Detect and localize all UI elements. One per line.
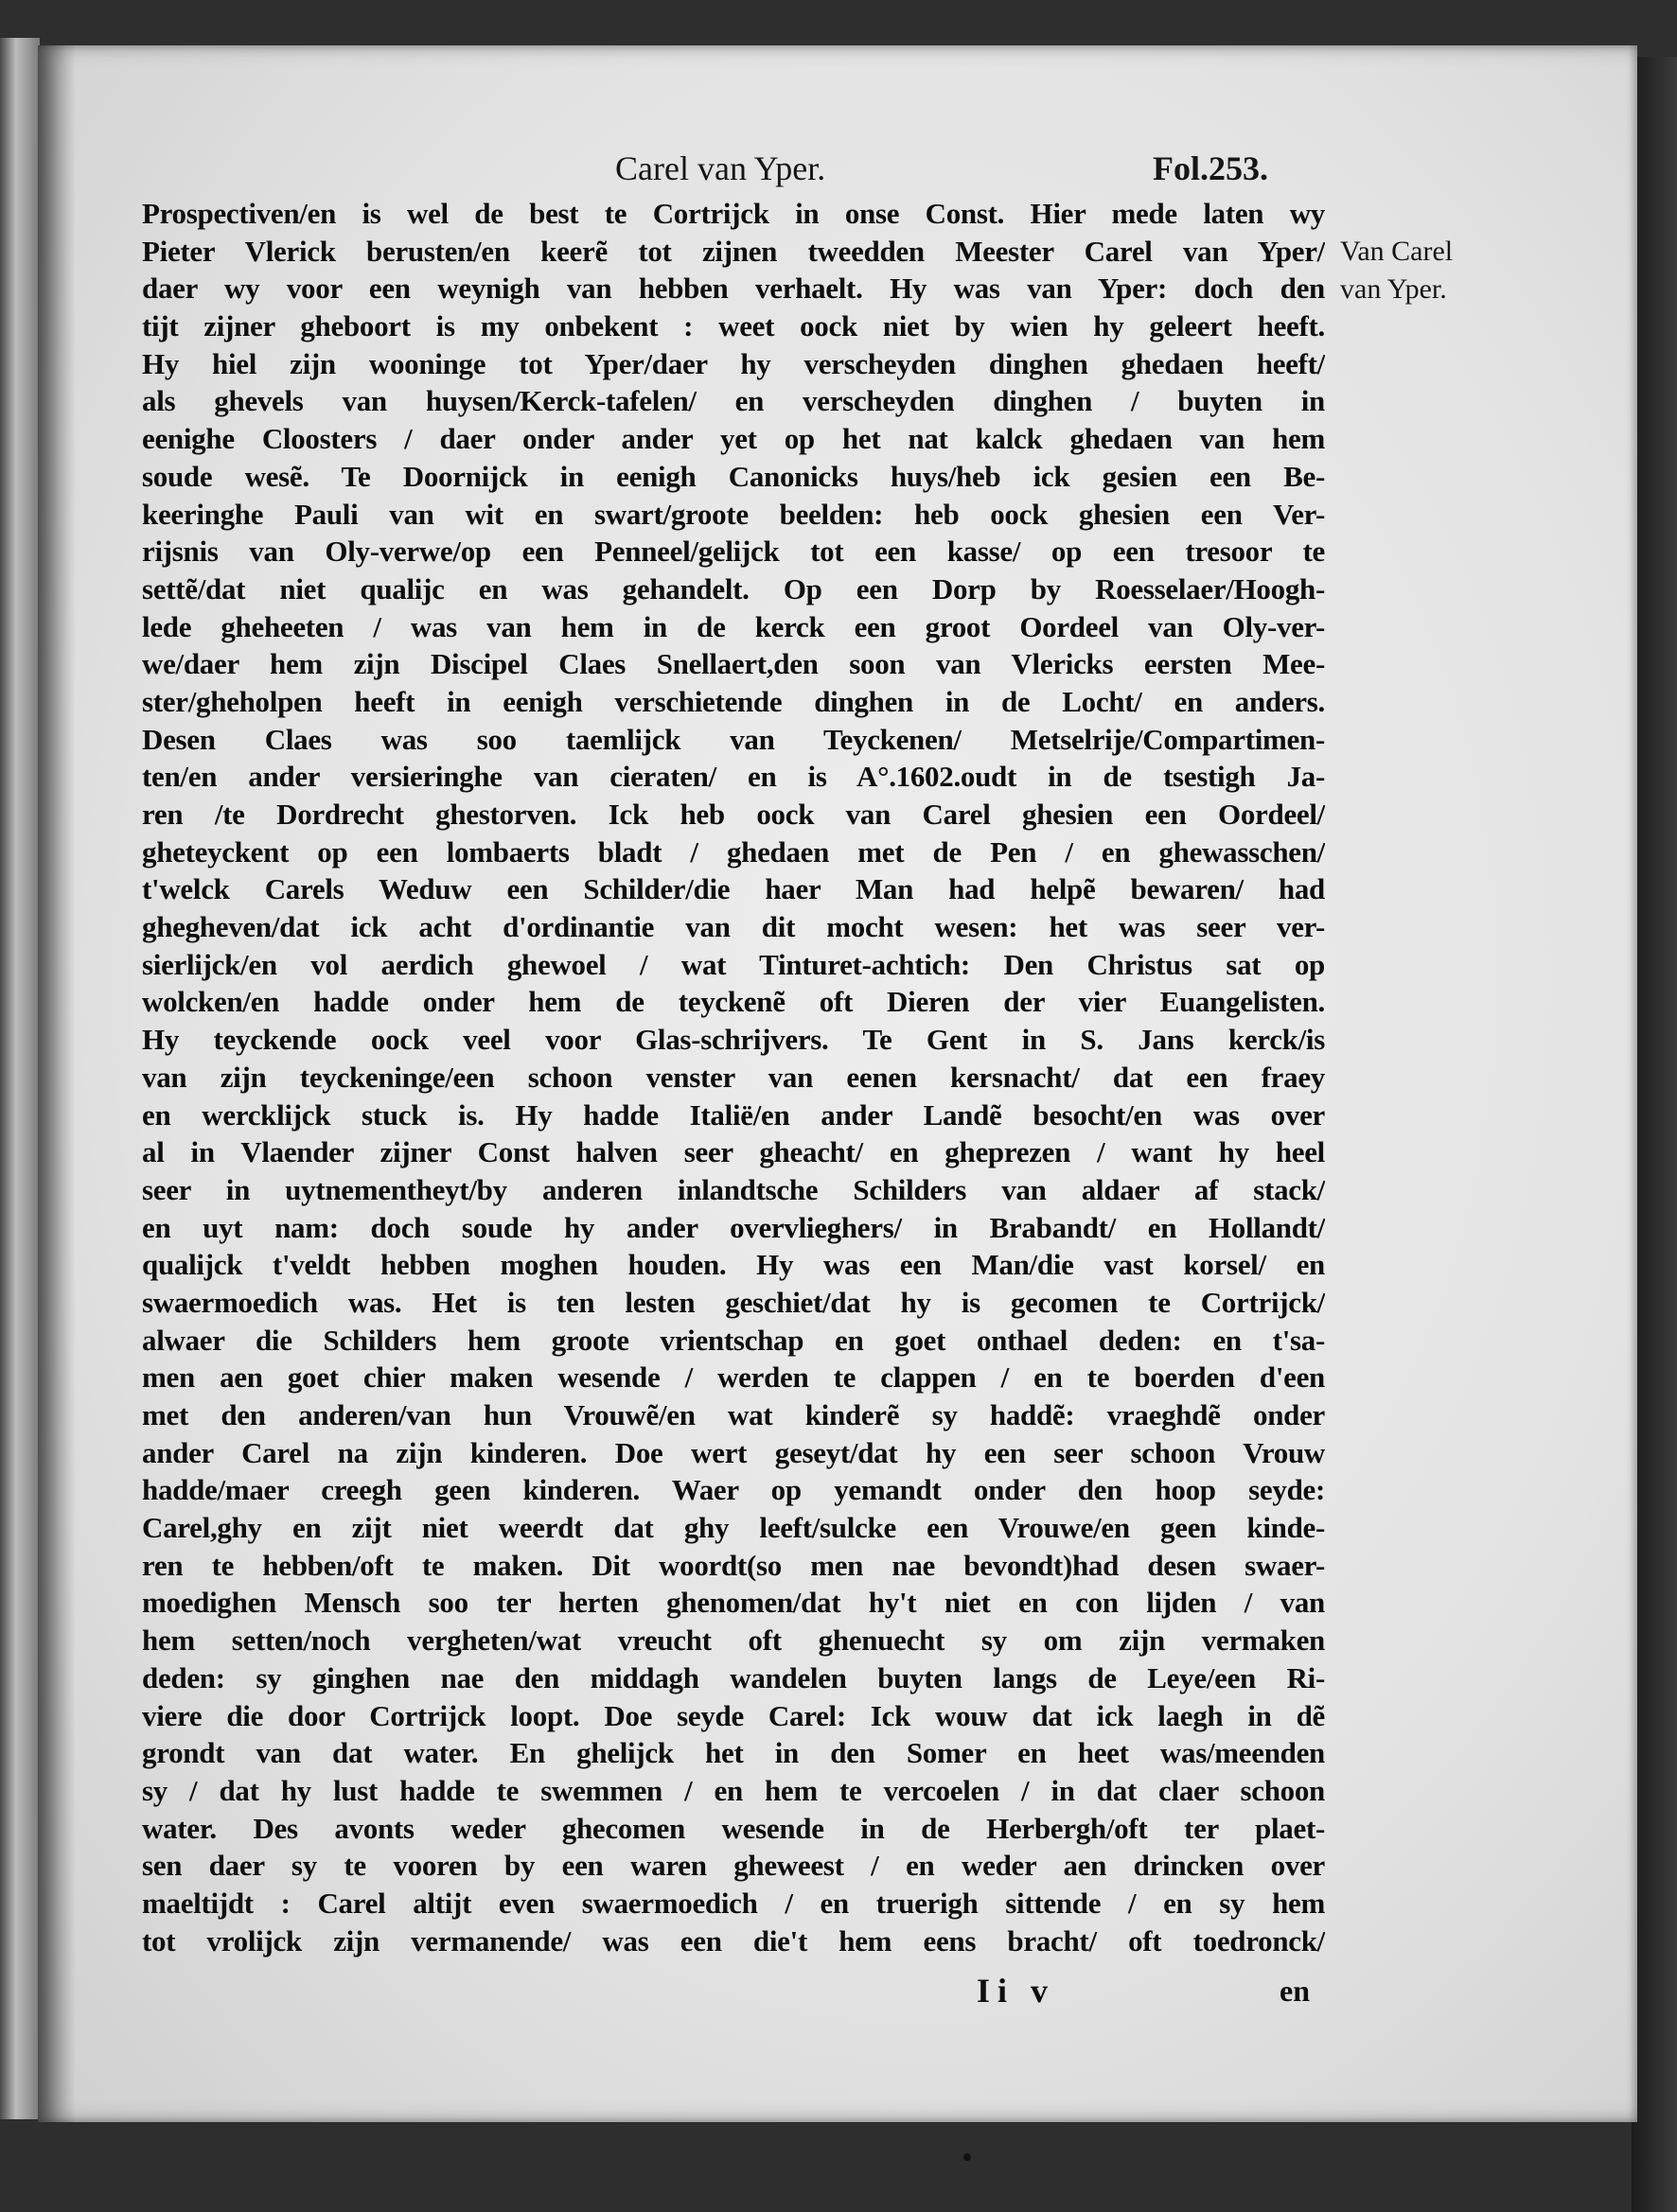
text-line: gheteyckent op een lombaerts bladt / ghedaen met de Pen / en ghewasschen/: [142, 834, 1325, 869]
text-line: Pieter Vlerick berusten/en keerẽ tot zijnen tweedden Meester Carel van Yper/: [142, 234, 1325, 268]
text-line: alwaer die Schilders hem groote vrientschap en goet onthael deden: en t'sa-: [142, 1323, 1325, 1357]
text-line: men aen goet chier maken wesende / werden te clappen / en te boerden d'een: [142, 1361, 1325, 1395]
book-cover-edge: [1632, 57, 1677, 2212]
margin-note-line: Van Carel: [1340, 236, 1454, 267]
text-line: lede gheheeten / was van hem in de kerck een groot Oordeel van Oly-ver-: [142, 609, 1325, 643]
text-line: Hy teyckende oock veel voor Glas-schrijvers. Te Gent in S. Jans kerck/is: [142, 1023, 1325, 1057]
ink-speck: [963, 2153, 971, 2161]
text-line: ander Carel na zijn kinderen. Doe wert geseyt/dat hy een seer schoon Vrouw: [142, 1435, 1325, 1469]
text-line: we/daer hem zijn Discipel Claes Snellaert,den soon van Vlericks eersten Mee-: [142, 647, 1325, 681]
text-line: met den anderen/van hun Vrouwẽ/en wat kinderẽ sy haddẽ: vraeghdẽ onder: [142, 1398, 1325, 1431]
text-line: daer wy voor een weynigh van hebben verhaelt. Hy was van Yper: doch den: [142, 272, 1325, 306]
text-line: ren te hebben/oft te maken. Dit woordt(so men nae bevondt)had desen swaer-: [142, 1548, 1325, 1582]
text-line: grondt van dat water. En ghelijck het in den Somer en heet was/meenden: [142, 1736, 1325, 1770]
text-line: Hy hiel zijn wooninge tot Yper/daer hy verscheyden dinghen ghedaen heeft/: [142, 346, 1325, 380]
text-line: deden: sy ginghen nae den middagh wandelen buyten langs de Leye/een Ri-: [142, 1660, 1325, 1694]
text-line: settẽ/dat niet qualijc en was gehandelt. Op een Dorp by Roesselaer/Hoogh-: [142, 571, 1325, 606]
text-line: en uyt nam: doch soude hy ander overvlieghers/ in Brabandt/ en Hollandt/: [142, 1210, 1325, 1244]
page-gutter-shadow: [38, 45, 76, 2122]
text-line: qualijck t'veldt hebben moghen houden. Hy was een Man/die vast korsel/ en: [142, 1248, 1325, 1282]
text-line: al in Vlaender zijner Const halven seer gheacht/ en gheprezen / want hy heel: [142, 1135, 1325, 1169]
text-line: wolcken/en hadde onder hem de teyckenẽ oft Dieren der vier Euangelisten.: [142, 985, 1325, 1019]
text-line: t'welck Carels Weduw een Schilder/die haer Man had helpẽ bewaren/ had: [142, 872, 1325, 906]
text-line: van zijn teyckeninge/een schoon venster van eenen kersnacht/ dat een fraey: [142, 1060, 1325, 1094]
text-line: maeltijdt : Carel altijt even swaermoedich / en truerigh sittende / en sy hem: [142, 1886, 1325, 1920]
text-line: sen daer sy te vooren by een waren gheweest / en weder aen drincken over: [142, 1849, 1325, 1883]
text-line: en wercklijck stuck is. Hy hadde Italië/en ander Landẽ besocht/en was over: [142, 1097, 1325, 1132]
text-line: hem setten/noch vergheten/wat vreucht oft ghenuecht sy om zijn vermaken: [142, 1624, 1325, 1658]
text-line: Prospectiven/en is wel de best te Cortrijck in onse Const. Hier mede laten wy: [142, 197, 1325, 230]
facing-page-edge: [0, 38, 40, 2119]
text-line: seer in uytnementheyt/by anderen inlandtsche Schilders van aldaer af stack/: [142, 1172, 1325, 1206]
catchword: en: [1280, 1974, 1310, 2008]
text-line: tijt zijner gheboort is my onbekent : weet oock niet by wien hy geleert heeft.: [142, 309, 1325, 343]
text-line: Desen Claes was soo taemlijck van Teyckenen/ Metselrije/Compartimen-: [142, 722, 1325, 756]
text-line: keeringhe Pauli van wit en swart/groote beelden: heb oock ghesien een Ver-: [142, 497, 1325, 531]
text-line: Carel,ghy en zijt niet weerdt dat ghy leeft/sulcke een Vrouwe/en geen kinde-: [142, 1511, 1325, 1545]
text-line: ghegheven/dat ick acht d'ordinantie van dit mocht wesen: het was seer ver-: [142, 910, 1325, 944]
text-line: ten/en ander versieringhe van cieraten/ en is A°.1602.oudt in de tsestigh Ja-: [142, 760, 1325, 794]
text-line: rijsnis van Oly-verwe/op een Penneel/gelijck tot een kasse/ op een tresoor te: [142, 535, 1325, 569]
text-line: viere die door Cortrijck loopt. Doe seyde Carel: Ick wouw dat ick laegh in dẽ: [142, 1698, 1325, 1732]
text-line: hadde/maer creegh geen kinderen. Waer op yemandt onder den hoop seyde:: [142, 1473, 1325, 1507]
text-line: ren /te Dordrecht ghestorven. Ick heb oock van Carel ghesien een Oordeel/: [142, 798, 1325, 831]
body-text: [142, 195, 1325, 1959]
margin-note-line: van Yper.: [1340, 273, 1447, 305]
signature-mark: Ii v: [977, 1972, 1056, 2010]
running-title: Carel van Yper.: [615, 149, 826, 187]
text-line: water. Des avonts weder ghecomen wesende in de Herbergh/oft ter plaet-: [142, 1811, 1325, 1845]
folio-number: Fol.253.: [1153, 149, 1268, 187]
text-line: soude wesẽ. Te Doornijck in eenigh Canonicks huys/heb ick gesien een Be-: [142, 459, 1325, 493]
text-line: sy / dat hy lust hadde te swemmen / en hem te vercoelen / in dat claer schoon: [142, 1773, 1325, 1807]
margin-note: [1340, 233, 1453, 308]
text-line: swaermoedich was. Het is ten lesten geschiet/dat hy is gecomen te Cortrijck/: [142, 1285, 1325, 1319]
text-line: tot vrolijck zijn vermanende/ was een die't hem eens bracht/ oft toedronck/: [142, 1923, 1325, 1957]
text-line: als ghevels van huysen/Kerck-tafelen/ en verscheyden dinghen / buyten in: [142, 384, 1325, 418]
text-line: sierlijck/en vol aerdich ghewoel / wat Tinturet-achtich: Den Christus sat op: [142, 947, 1325, 981]
text-line: eenighe Cloosters / daer onder ander yet op het nat kalck ghedaen van hem: [142, 422, 1325, 456]
text-line: ster/gheholpen heeft in eenigh verschietende dinghen in de Locht/ en anders.: [142, 684, 1325, 718]
text-line: moedighen Mensch soo ter herten ghenomen/dat hy't niet en con lijden / van: [142, 1586, 1325, 1620]
